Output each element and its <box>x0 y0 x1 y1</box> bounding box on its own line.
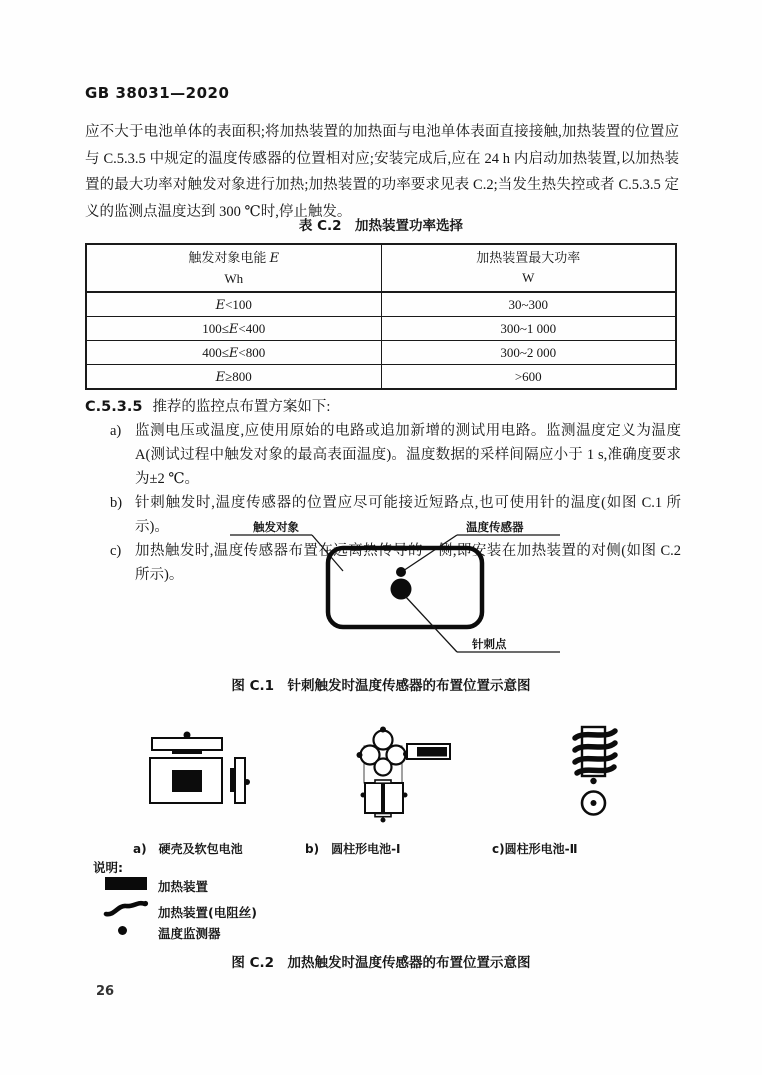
page-number: 26 <box>96 984 115 999</box>
table-c2-head <box>86 244 676 292</box>
temp-sensor-dot <box>396 567 406 577</box>
list-item-a <box>85 419 681 491</box>
pouch-top-view <box>152 738 222 750</box>
figure-c2c-diagram <box>565 713 627 821</box>
temp-monitor-dot <box>590 778 596 784</box>
heater-strip <box>172 750 202 754</box>
resistance-wire-coil <box>577 767 614 773</box>
list-text-c: 加热触发时,温度传感器布置在远离热传导的一侧,即安装在加热装置的对侧(如图 C.2 所示)。 <box>135 543 681 583</box>
range-post: ≥800 <box>225 368 252 384</box>
cell-power-range: 300~2 000 <box>381 341 676 365</box>
list-text-b: 针刺触发时,温度传感器的位置应尽可能接近短路点,也可使用针的温度(如图 C.1 所示)。 <box>135 495 681 535</box>
needle-point-dot <box>391 579 412 600</box>
figure-c1-caption: 图 C.1 针刺触发时温度传感器的布置位置示意图 <box>231 678 531 694</box>
range-var: E <box>215 297 226 313</box>
figure-c2a-diagram <box>140 723 262 815</box>
sublabel-b: b) 圆柱形电池-Ⅰ <box>305 842 401 856</box>
list-label-a: a) <box>110 423 122 439</box>
clause-title: 推荐的监控点布置方案如下: <box>152 399 331 415</box>
cell-power-range: 300~1 000 <box>381 317 676 341</box>
table-row <box>86 292 676 317</box>
clause-heading <box>85 395 681 419</box>
table-row <box>86 341 676 365</box>
heater-block <box>172 770 202 792</box>
temp-monitor-dot <box>244 779 250 785</box>
temp-monitor-dot <box>380 727 386 733</box>
resistance-wire-curve <box>106 903 145 914</box>
list-label-b: b) <box>110 495 123 511</box>
table-c2-caption: 表 C.2 加热装置功率选择 <box>298 218 464 234</box>
figure-c2b-diagram <box>350 722 462 824</box>
needle-point-leader-line <box>405 596 457 652</box>
temp-monitor-dot <box>361 793 366 798</box>
sublabel-c: c)圆柱形电池-Ⅱ <box>492 842 578 856</box>
temp-monitor-dot <box>591 800 597 806</box>
temp-monitor-dot <box>184 732 191 739</box>
header-cell-power <box>381 244 676 292</box>
legend-label-wire: 加热装置(电阻丝) <box>158 905 257 920</box>
temp-monitor-dot <box>381 818 386 823</box>
list-label-c: c) <box>110 543 122 559</box>
pouch-side-view <box>235 758 245 803</box>
header-energy-var: E <box>269 250 280 266</box>
cell-energy-range <box>86 341 381 365</box>
table-row <box>86 365 676 390</box>
temp-monitor-dot <box>403 793 408 798</box>
cell-energy-range <box>86 292 381 317</box>
legend-title: 说明: <box>93 860 123 875</box>
range-pre: 100≤ <box>202 320 229 336</box>
legend-label-monitor: 温度监测器 <box>158 926 221 941</box>
temp-monitor-dot <box>357 752 363 758</box>
table-header-row <box>86 244 676 292</box>
clause-number: C.5.3.5 <box>85 399 143 415</box>
range-var: E <box>215 369 226 385</box>
figure-c2-caption: 图 C.2 加热触发时温度传感器的布置位置示意图 <box>231 955 531 971</box>
heater-rod <box>381 780 385 817</box>
range-post: <100 <box>225 296 252 312</box>
table-c2-body <box>86 292 676 389</box>
cell-energy-range <box>86 317 381 341</box>
range-var: E <box>228 321 239 337</box>
trigger-object-label: 触发对象 <box>253 520 299 534</box>
sublabel-a: a) 硬壳及软包电池 <box>133 842 243 856</box>
needle-point-label: 针刺点 <box>472 637 507 651</box>
wire-end-dot <box>143 901 148 906</box>
figure-c1-diagram <box>230 518 560 663</box>
header-power-unit: W <box>522 270 535 285</box>
header-power-label: 加热装置最大功率 <box>476 250 581 265</box>
header-cell-energy <box>86 244 381 292</box>
table-c2 <box>85 243 677 390</box>
temp-monitor-symbol <box>118 926 127 935</box>
doc-number: GB 38031—2020 <box>85 84 230 102</box>
intro-paragraph: 应不大于电池单体的表面积;将加热装置的加热面与电池单体表面直接接触,加热装置的位置应与 C.5.3.5 中规定的温度传感器的位置相对应;安装完成后,应在 24 h 内启动加热装置,以加热装置的最大功率对触发对象进行加热;加热装置的功率要求见表 C.2;当发生热失控或者 C.5.3.5 定义的监测点温度达到 300 ℃时,停止触发。 <box>85 124 679 220</box>
header-energy-text: 触发对象电能 <box>188 249 270 265</box>
rod-cap-top <box>375 780 391 783</box>
heater-strip-side <box>230 768 235 792</box>
list-text-a: 监测电压或温度,应使用原始的电路或追加新增的测试用电路。监测温度定义为温度 A(测试过程中触发对象的最高表面温度)。温度数据的采样间隔应小于 1 s,准确度要求为±2 ℃。 <box>135 423 681 487</box>
rod-cap-bottom <box>375 814 391 817</box>
heater-block <box>417 747 447 757</box>
range-pre: 400≤ <box>202 344 229 360</box>
cell-power-range: 30~300 <box>381 292 676 317</box>
temp-sensor-leader-line <box>403 535 457 571</box>
cell-power-range: >600 <box>381 365 676 390</box>
table-row <box>86 317 676 341</box>
legend-label-heater: 加热装置 <box>158 879 209 894</box>
range-var: E <box>228 345 239 361</box>
cylindrical-cell-center <box>375 759 392 776</box>
resistance-wire-symbol <box>103 899 149 919</box>
cell-energy-range <box>86 365 381 390</box>
temp-sensor-label: 温度传感器 <box>466 520 524 534</box>
range-post: <800 <box>238 344 266 360</box>
heater-block-symbol <box>105 877 147 890</box>
header-energy-unit: Wh <box>224 270 244 286</box>
header-energy-label <box>87 248 381 269</box>
range-post: <400 <box>238 320 266 336</box>
